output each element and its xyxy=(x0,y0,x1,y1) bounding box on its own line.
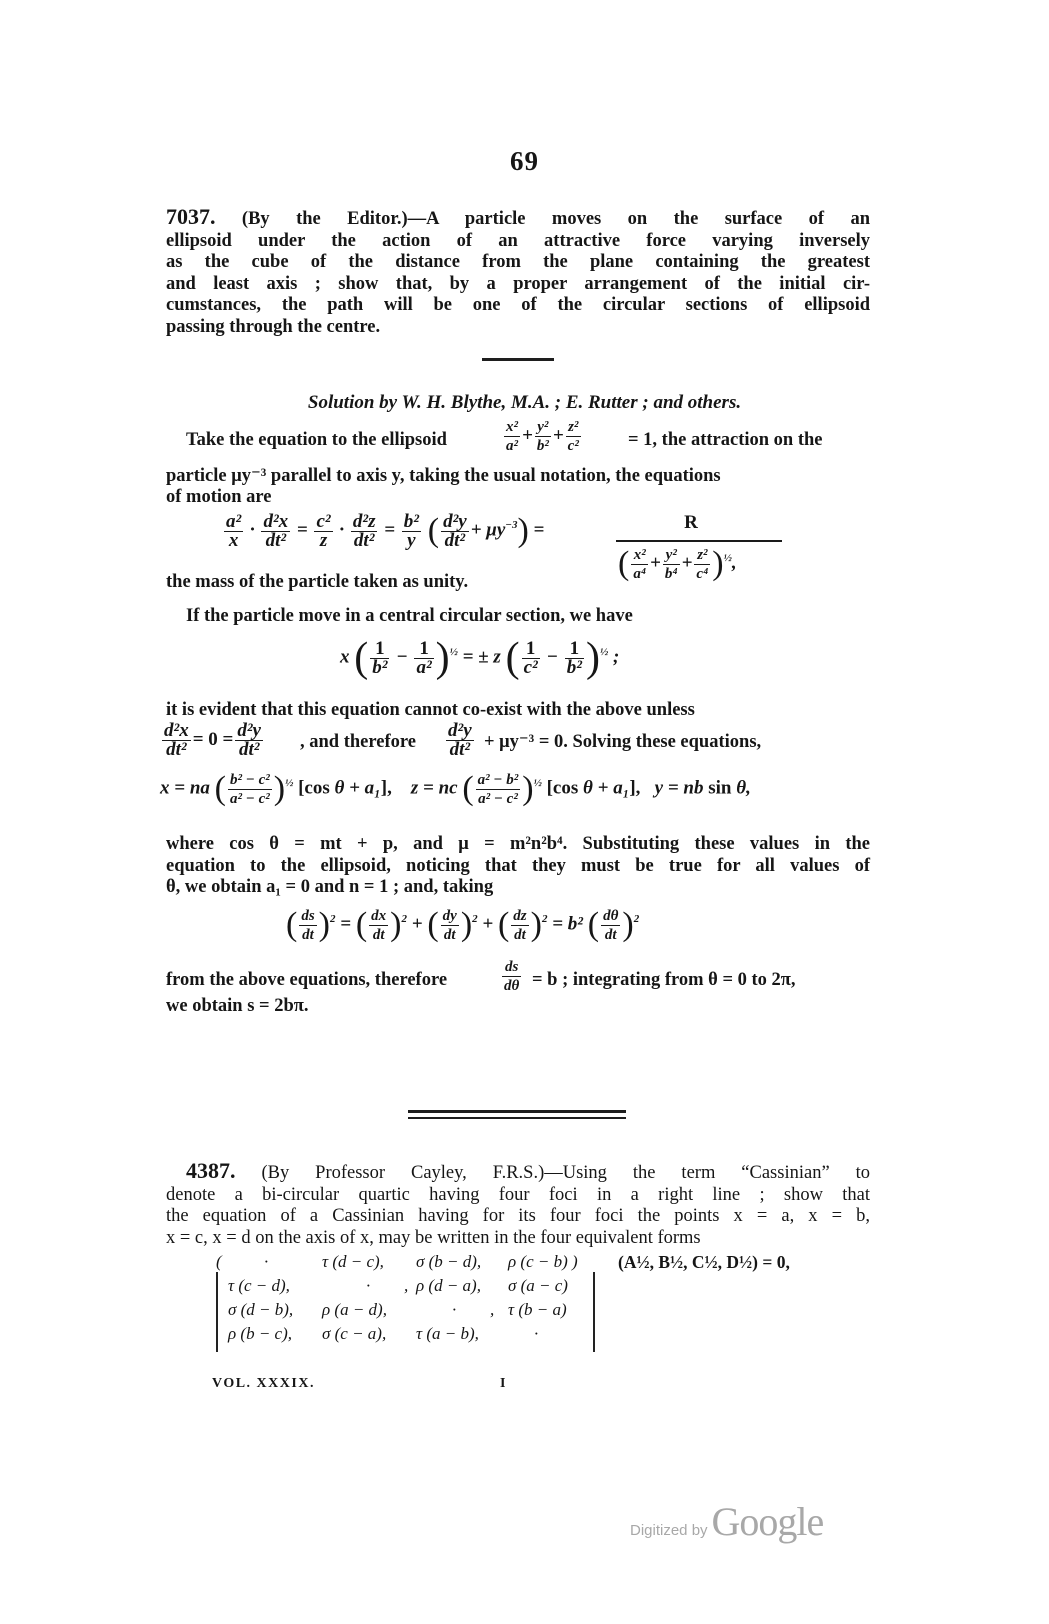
solution-text: Take the equation to the ellipsoid xyxy=(186,430,447,450)
watermark-prefix: Digitized by xyxy=(630,1522,708,1539)
matrix-cell: τ (b − a) xyxy=(508,1300,567,1319)
solution-text: it is evident that this equation cannot co-exist with the above unless xyxy=(166,700,695,720)
matrix-cell: ( xyxy=(216,1252,222,1271)
google-logo: Google xyxy=(711,1499,824,1544)
matrix-left-bar xyxy=(216,1272,218,1352)
matrix-right-bar xyxy=(593,1272,595,1352)
digitized-watermark xyxy=(630,1498,823,1545)
question-4387 xyxy=(166,1160,870,1249)
solution-text: the mass of the particle taken as unity. xyxy=(166,572,469,592)
ds-dtheta: $\frac{ds}{d\theta}$ xyxy=(504,959,520,994)
ellipsoid-equation: $\frac{\text{x²}}{\text{a²}}$ + $\frac{\text{y²}}{\text{b²}}$ + $\frac{\text{z²}}{\text{c²}}$ xyxy=(506,419,579,454)
solution-heading: Solution by W. H. Blythe, M.A. ; E. Rutter ; and others. xyxy=(307,392,742,413)
solution-text: = b ; integrating from θ = 0 to 2π, xyxy=(532,970,796,990)
question-7037 xyxy=(166,206,870,338)
motion-equation-denominator: ( $\frac{\text{x²}}{\text{a⁴}}$ + $\frac{\text{y²}}{\text{b⁴}}$ + $\frac{\text{z²}}{\text{c⁴}}$ )$^{\frac{1}{2}}$, xyxy=(618,545,737,582)
solution-text: particle μy⁻³ parallel to axis y, taking the usual notation, the equations xyxy=(166,466,721,486)
matrix-cell: ρ (c − b) ) xyxy=(508,1252,578,1271)
solution-line: θ, we obtain a₁ = 0 and n = 1 ; and, taking xyxy=(166,877,494,897)
solution-text: we obtain s = 2bπ. xyxy=(166,996,309,1016)
double-rule-top xyxy=(408,1110,626,1113)
solution-text: of motion are xyxy=(166,487,272,507)
section-divider xyxy=(482,358,554,361)
question-line: and least axis ; show that, by a proper arrangement of the initial cir- xyxy=(166,273,870,294)
condition-text: = 0 = xyxy=(192,728,234,750)
solution-equations: x = na ( $\frac{\text{b² − c²}}{\text{a² − c²}}$ )$^{\frac{1}{2}}$ [cos θ + a₁], z = nc ( $\frac{\text{a² − b²}}{\text{a² − c²}}$ )$^{\frac{1}{2}}$ [cos θ + a₁], y = nb sin θ, xyxy=(160,770,751,807)
matrix-cell: σ (b − d), xyxy=(416,1252,482,1271)
motion-equation-rhs xyxy=(616,512,766,534)
matrix-cell: ρ (b − c), xyxy=(228,1324,292,1343)
matrix-cell: · xyxy=(452,1300,457,1319)
question-line: cumstances, the path will be one of the circular sections of ellipsoid xyxy=(166,295,870,315)
matrix-cell: , xyxy=(404,1276,409,1295)
question-number: 7037. xyxy=(166,204,216,229)
matrix-cell: τ (d − c), xyxy=(322,1252,384,1271)
question-line: denote a bi-circular quartic having four foci in a right line ; show that xyxy=(166,1184,870,1205)
solution-line: equation to the ellipsoid, noticing that they must be true for all values of xyxy=(166,855,870,876)
matrix-cell: · xyxy=(264,1252,269,1271)
question-text: (By Professor Cayley, F.R.S.)—Using the term “Cassinian” to xyxy=(261,1163,870,1183)
matrix-cell: ρ (d − a), xyxy=(416,1276,481,1295)
solution-text: + μy⁻³ = 0. Solving these equations, xyxy=(484,732,762,752)
matrix-cell: σ (c − a), xyxy=(322,1324,387,1343)
solution-text: If the particle move in a central circular section, we have xyxy=(186,606,633,626)
condition-equation: $\frac{\text{d²x}}{\text{dt²}}$ = 0 = $\frac{\text{d²y}}{\text{dt²}}$ xyxy=(164,720,261,760)
matrix-cell: ρ (a − d), xyxy=(322,1300,387,1319)
where-paragraph xyxy=(166,834,870,899)
solution-line: where cos θ = mt + p, and μ = m²n²b⁴. Substituting these values in the xyxy=(166,834,870,854)
volume-label: VOL. XXXIX. xyxy=(212,1376,315,1391)
condition-equation-2: $\frac{\text{d²y}}{\text{dt²}}$ xyxy=(448,720,472,760)
matrix-cell: σ (a − c) xyxy=(508,1276,568,1295)
matrix-cell: τ (c − d), xyxy=(228,1276,290,1295)
matrix-cell: τ (a − b), xyxy=(416,1324,479,1343)
question-line: passing through the centre. xyxy=(166,316,381,337)
R-symbol: R xyxy=(684,512,698,533)
solution-text: from the above equations, therefore xyxy=(166,970,448,990)
question-line: x = c, x = d on the axis of x, may be written in the four equivalent forms xyxy=(166,1227,701,1248)
question-line: as the cube of the distance from the plane containing the greatest xyxy=(166,252,870,272)
matrix-cell: · xyxy=(366,1276,371,1295)
question-text: (By the Editor.)—A particle moves on the surface of an xyxy=(241,209,871,229)
signature-mark: I xyxy=(500,1376,507,1391)
arc-length-equation: ( $\frac{ds}{dt}$ )$^2$ = ( $\frac{dx}{dt}$ )$^2$ + ( $\frac{dy}{dt}$ )$^2$ + ( $\frac{dz}{dt}$ )$^2$ = b² ( $\frac{d\theta}{dt}$ )$^2$ xyxy=(286,906,640,943)
question-line xyxy=(166,206,870,231)
question-line: ellipsoid under the action of an attractive force varying inversely xyxy=(166,230,870,251)
page-number: 69 xyxy=(510,146,539,176)
motion-equation: $\frac{\text{a²}}{x}$ · $\frac{\text{d²x}}{\text{dt²}}$ = $\frac{\text{c²}}{z}$ · $\frac{\text{d²z}}{\text{dt²}}$ = $\frac{\text{b²}}{y}$ ( $\frac{\text{d²y}}{\text{dt²}}$ + $\mu y^{-3}$) = xyxy=(226,510,545,551)
matrix-cell: , xyxy=(490,1300,495,1319)
double-rule-bottom xyxy=(408,1117,626,1119)
matrix-cell: · xyxy=(534,1324,539,1343)
central-section-equation: x ( $\frac{1}{\text{b²}}$ − $\frac{1}{\text{a²}}$ )$^{\frac{1}{2}}$ = ± z ( $\frac{1}{\text{c²}}$ − $\frac{1}{\text{b²}}$ )$^{\frac{1}{2}}$ ; xyxy=(340,635,620,681)
question-number: 4387. xyxy=(186,1158,236,1183)
matrix-cell: σ (d − b), xyxy=(228,1300,294,1319)
fraction-bar xyxy=(616,540,782,542)
matrix-suffix: (A½, B½, C½, D½) = 0, xyxy=(618,1252,790,1272)
solution-text: , and therefore xyxy=(300,732,416,752)
question-line: the equation of a Cassinian having for its four foci the points x = a, x = b, xyxy=(166,1206,870,1226)
question-line xyxy=(166,1160,870,1185)
solution-text: = 1, the attraction on the xyxy=(628,430,823,450)
